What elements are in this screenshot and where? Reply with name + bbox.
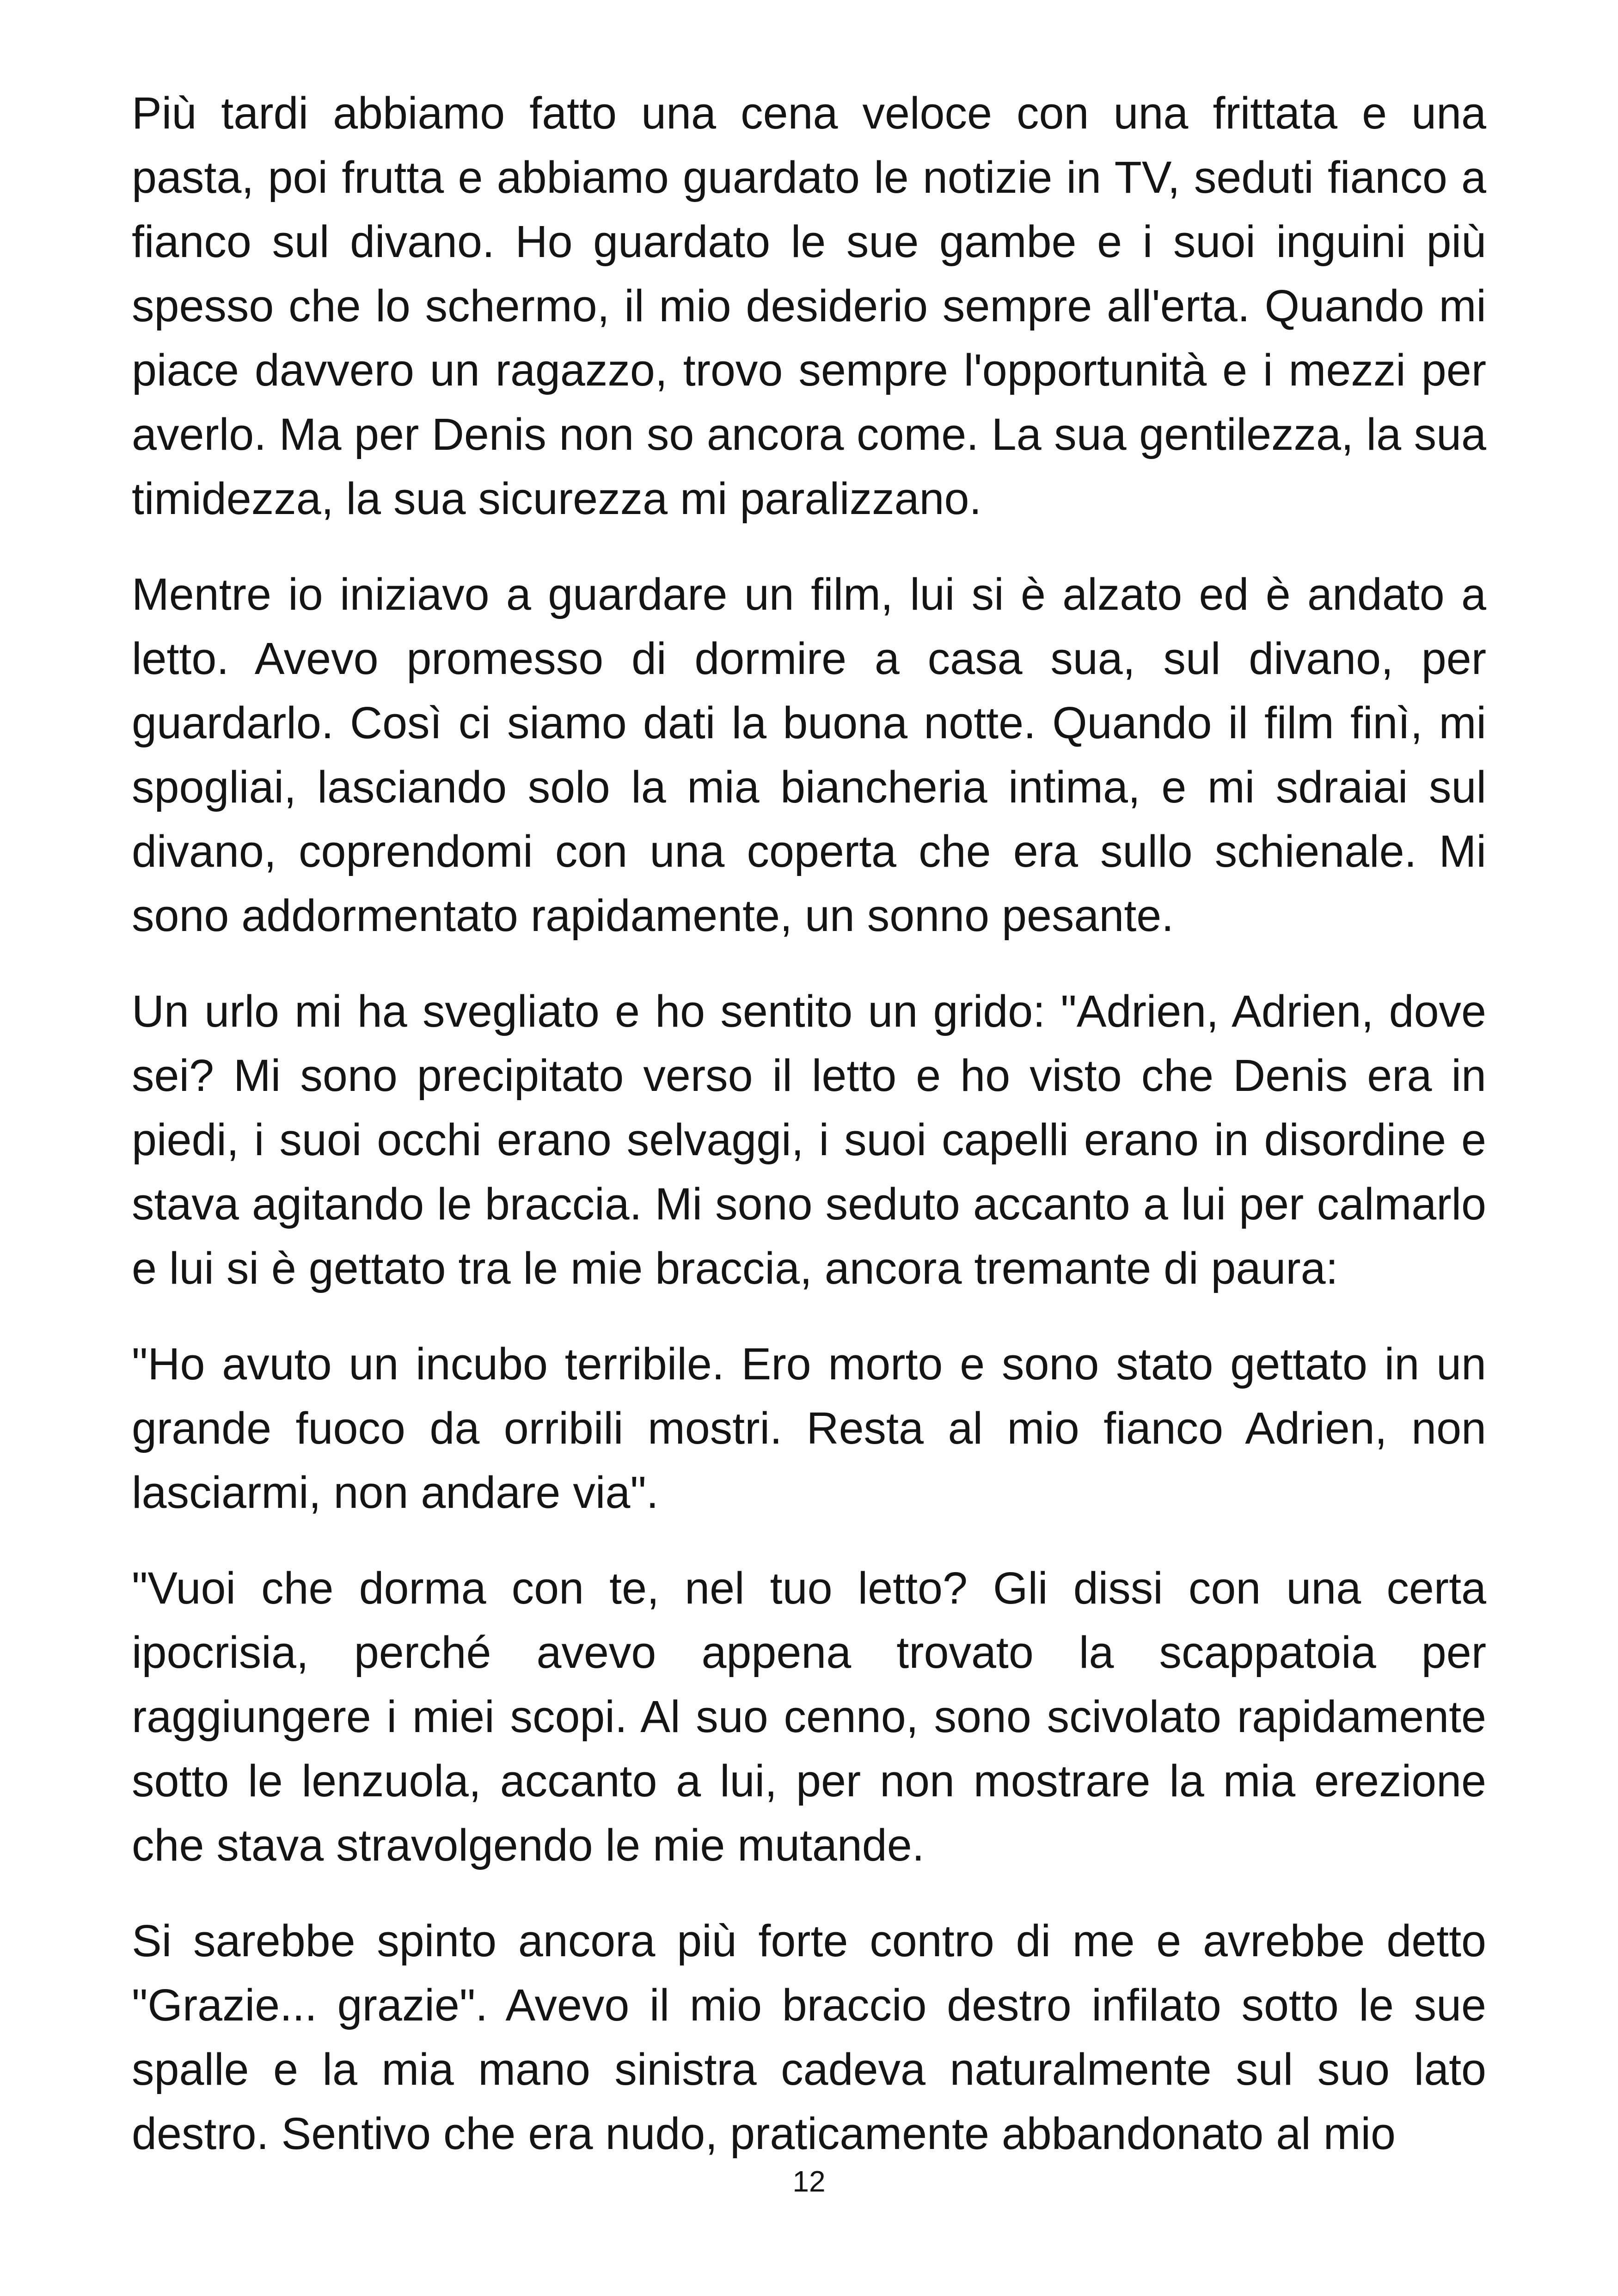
page-body xyxy=(132,81,1486,2197)
paragraph-2: Mentre io iniziavo a guardare un film, lui si è alzato ed è andato a letto. Avevo promesso di dormire a casa sua, sul divano, per guardarlo. Così ci siamo dati la buona notte. Quando il film finì, mi spogliai, lasciando solo la mia biancheria intima, e mi sdraiai sul divano, coprendomi con una coperta che era sullo schienale. Mi sono addormentato rapidamente, un sonno pesante. xyxy=(132,569,1486,941)
paragraph-4: "Ho avuto un incubo terribile. Ero morto e sono stato gettato in un grande fuoco da orribili mostri. Resta al mio fianco Adrien, non lasciarmi, non andare via". xyxy=(132,1339,1486,1518)
paragraph-6: Si sarebbe spinto ancora più forte contro di me e avrebbe detto "Grazie... grazie". Avevo il mio braccio destro infilato sotto le sue spalle e la mia mano sinistra cadeva naturalmente sul suo lato destro. Sentivo che era nudo, praticamente abbandonato al mio xyxy=(132,1916,1486,2159)
paragraph-5: "Vuoi che dorma con te, nel tuo letto? Gli dissi con una certa ipocrisia, perché avevo appena trovato la scappatoia per raggiungere i miei scopi. Al suo cenno, sono scivolato rapidamente sotto le lenzuola, accanto a lui, per non mostrare la mia erezione che stava stravolgendo le mie mutande. xyxy=(132,1563,1486,1870)
page-number: 12 xyxy=(792,2165,826,2198)
paragraph-3: Un urlo mi ha svegliato e ho sentito un grido: "Adrien, Adrien, dove sei? Mi sono precipitato verso il letto e ho visto che Denis era in piedi, i suoi occhi erano selvaggi, i suoi capelli erano in disordine e stava agitando le braccia. Mi sono seduto accanto a lui per calmarlo e lui si è gettato tra le mie braccia, ancora tremante di paura: xyxy=(132,986,1486,1293)
paragraph-1: Più tardi abbiamo fatto una cena veloce con una frittata e una pasta, poi frutta e abbiamo guardato le notizie in TV, seduti fianco a fianco sul divano. Ho guardato le sue gambe e i suoi inguini più spesso che lo schermo, il mio desiderio sempre all'erta. Quando mi piace davvero un ragazzo, trovo sempre l'opportunità e i mezzi per averlo. Ma per Denis non so ancora come. La sua gentilezza, la sua timidezza, la sua sicurezza mi paralizzano. xyxy=(132,88,1486,524)
